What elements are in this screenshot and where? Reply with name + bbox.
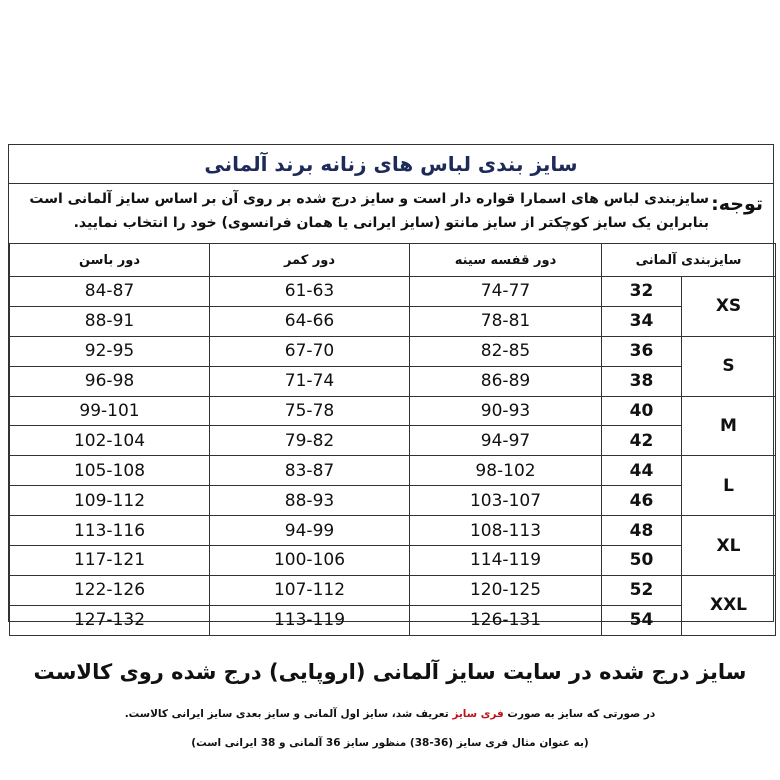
letter-size-cell: S — [682, 336, 776, 396]
german-size-cell: 38 — [602, 366, 682, 396]
table-row — [10, 546, 776, 576]
letter-size-cell: XS — [682, 277, 776, 337]
hip-cell: 84-87 — [10, 277, 210, 307]
note-line-2: بنابراین یک سایز کوچکتر از سایز مانتو (سایز ایرانی یا همان فرانسوی) خود را انتخاب نمایید. — [73, 215, 709, 231]
table-row — [10, 486, 776, 516]
chest-cell: 98-102 — [410, 456, 602, 486]
hip-cell: 113-116 — [10, 516, 210, 546]
waist-cell: 113-119 — [210, 605, 410, 635]
note-line-1: سایزبندی لباس های اسمارا قواره دار است و سایز درج شده بر روی آن بر اساس سایز آلمانی است — [29, 191, 709, 207]
waist-cell: 67-70 — [210, 336, 410, 366]
chest-cell: 103-107 — [410, 486, 602, 516]
table-row — [10, 336, 776, 366]
footer-main-text: سایز درج شده در سایت سایز آلمانی (اروپایی) درج شده روی کالاست — [33, 660, 747, 684]
footer-example: (به عنوان مثال فری سایز (36-38) منظور سایز 36 آلمانی و 38 ایرانی است) — [191, 737, 589, 749]
footer-note-highlight: فری سایز — [452, 708, 504, 720]
table-row — [10, 456, 776, 486]
footer-note — [0, 708, 780, 720]
letter-size-cell: L — [682, 456, 776, 516]
waist-cell: 83-87 — [210, 456, 410, 486]
table-row — [10, 396, 776, 426]
size-chart — [8, 144, 774, 631]
hip-cell: 105-108 — [10, 456, 210, 486]
chest-cell: 114-119 — [410, 546, 602, 576]
german-size-cell: 40 — [602, 396, 682, 426]
chest-cell: 82-85 — [410, 336, 602, 366]
hip-cell: 96-98 — [10, 366, 210, 396]
german-size-cell: 54 — [602, 605, 682, 635]
hip-cell: 88-91 — [10, 306, 210, 336]
footer-note-before: در صورتی که سایز به صورت — [507, 708, 656, 720]
chest-cell: 74-77 — [410, 277, 602, 307]
chest-cell: 108-113 — [410, 516, 602, 546]
chest-cell: 126-131 — [410, 605, 602, 635]
table-row — [10, 516, 776, 546]
german-size-cell: 52 — [602, 575, 682, 605]
letter-size-cell: XXL — [682, 575, 776, 635]
footer-note-after: تعریف شد، سایز اول آلمانی و سایز بعدی سایز ایرانی کالاست. — [124, 708, 449, 720]
header-german-size: سایزبندی آلمانی — [602, 244, 776, 277]
table-row — [10, 426, 776, 456]
size-table — [9, 243, 776, 636]
hip-cell: 117-121 — [10, 546, 210, 576]
hip-cell: 99-101 — [10, 396, 210, 426]
german-size-cell: 46 — [602, 486, 682, 516]
table-row — [10, 277, 776, 307]
table-header-row — [10, 244, 776, 277]
chest-cell: 94-97 — [410, 426, 602, 456]
waist-cell: 100-106 — [210, 546, 410, 576]
german-size-cell: 34 — [602, 306, 682, 336]
hip-cell: 127-132 — [10, 605, 210, 635]
title-row — [9, 145, 773, 184]
hip-cell: 122-126 — [10, 575, 210, 605]
chest-cell: 78-81 — [410, 306, 602, 336]
waist-cell: 79-82 — [210, 426, 410, 456]
hip-cell: 109-112 — [10, 486, 210, 516]
waist-cell: 94-99 — [210, 516, 410, 546]
chest-cell: 86-89 — [410, 366, 602, 396]
german-size-cell: 48 — [602, 516, 682, 546]
table-row — [10, 306, 776, 336]
hip-cell: 92-95 — [10, 336, 210, 366]
header-chest: دور قفسه سینه — [410, 244, 602, 277]
header-waist: دور کمر — [210, 244, 410, 277]
table-row — [10, 366, 776, 396]
waist-cell: 71-74 — [210, 366, 410, 396]
waist-cell: 107-112 — [210, 575, 410, 605]
chest-cell: 90-93 — [410, 396, 602, 426]
hip-cell: 102-104 — [10, 426, 210, 456]
table-row — [10, 575, 776, 605]
waist-cell: 61-63 — [210, 277, 410, 307]
chest-cell: 120-125 — [410, 575, 602, 605]
header-hip: دور باسن — [10, 244, 210, 277]
chart-title: سایز بندی لباس های زنانه برند آلمانی — [204, 152, 578, 176]
note-text — [29, 187, 709, 235]
waist-cell: 75-78 — [210, 396, 410, 426]
note-label: توجه: — [711, 193, 763, 215]
german-size-cell: 44 — [602, 456, 682, 486]
letter-size-cell: XL — [682, 516, 776, 576]
german-size-cell: 32 — [602, 277, 682, 307]
german-size-cell: 42 — [602, 426, 682, 456]
waist-cell: 64-66 — [210, 306, 410, 336]
german-size-cell: 50 — [602, 546, 682, 576]
note-row — [9, 183, 773, 244]
german-size-cell: 36 — [602, 336, 682, 366]
letter-size-cell: M — [682, 396, 776, 456]
table-row — [10, 605, 776, 635]
waist-cell: 88-93 — [210, 486, 410, 516]
